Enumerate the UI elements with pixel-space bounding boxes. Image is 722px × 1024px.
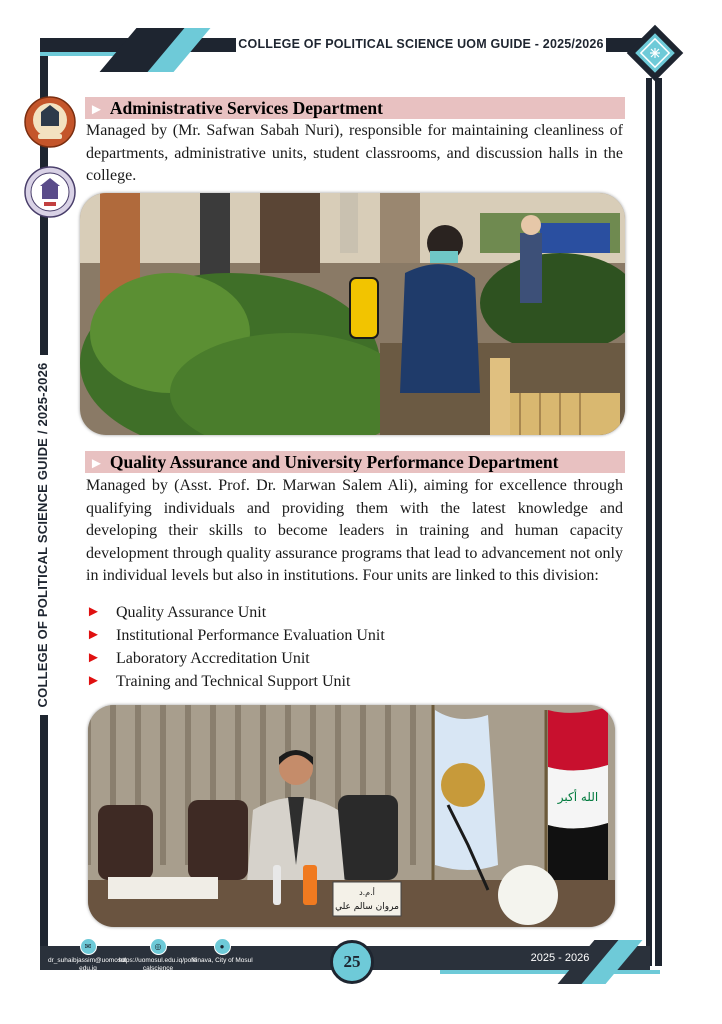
heading-arrow-icon: ►: [89, 456, 104, 472]
section-heading-text: Administrative Services Department: [109, 98, 383, 118]
page-header-title: COLLEGE OF POLITICAL SCIENCE UOM GUIDE - 2025/2026: [236, 34, 606, 54]
footer-accent-bar: [440, 970, 660, 974]
footer-website[interactable]: ◎ https://uomosul.edu.iq/politicalscience: [118, 938, 198, 973]
list-item: ► Laboratory Accreditation Unit: [86, 647, 606, 670]
units-list: [86, 601, 606, 693]
admin-services-paragraph: Managed by (Mr. Safwan Sabah Nuri), responsible for maintaining cleanliness of departments, administrative units, student classrooms, and discussion halls in the college.: [86, 122, 623, 184]
photo-department-manager: [88, 705, 615, 927]
quality-assurance-paragraph: Managed by (Asst. Prof. Dr. Marwan Salem Ali), aiming for excellence through qualifying individuals and providing them with the latest knowledge and developing their skills to become leaders in training and human capacity development through quality assurance programs that lead to advancement not only in individual levels but also in institutions. Four units are linked to this division:: [86, 477, 623, 584]
photo-gardening-worker: [80, 193, 625, 435]
nameplate-name: مروان سالم علي: [335, 902, 399, 912]
page-number: 25: [330, 940, 374, 984]
footer-email[interactable]: ✉ dr_suhaibjassim@uomosul.edu.iq: [48, 938, 128, 973]
section-heading-admin-services: [85, 97, 625, 119]
flag-text: الله أكبر: [557, 790, 599, 804]
footer-year: 2025 - 2026: [530, 952, 590, 964]
corner-emblem-icon: [626, 24, 684, 82]
bullet-arrow-icon: ►: [86, 650, 101, 666]
right-frame-bar: [646, 78, 662, 966]
section-heading-quality-assurance: [85, 451, 625, 473]
globe-icon: ◎: [150, 938, 167, 955]
section-heading-text: Quality Assurance and University Performance Department: [109, 452, 559, 472]
list-item: ► Institutional Performance Evaluation Unit: [86, 624, 606, 647]
college-logo-icon: [24, 166, 76, 218]
bullet-arrow-icon: ►: [86, 604, 101, 620]
location-pin-icon: ●: [214, 938, 231, 955]
university-logo-icon: [24, 96, 76, 148]
heading-arrow-icon: ►: [89, 102, 104, 118]
nameplate-title: أ.م.د: [359, 888, 375, 897]
footer-location: ● Ninava, City of Mosul: [182, 938, 262, 965]
bullet-arrow-icon: ►: [86, 673, 101, 689]
vertical-side-title: COLLEGE OF POLITICAL SCIENCE GUIDE / 2025-2026: [32, 355, 54, 715]
email-icon: ✉: [80, 938, 97, 955]
list-item: ► Training and Technical Support Unit: [86, 670, 606, 693]
bullet-arrow-icon: ►: [86, 627, 101, 643]
list-item: ► Quality Assurance Unit: [86, 601, 606, 624]
